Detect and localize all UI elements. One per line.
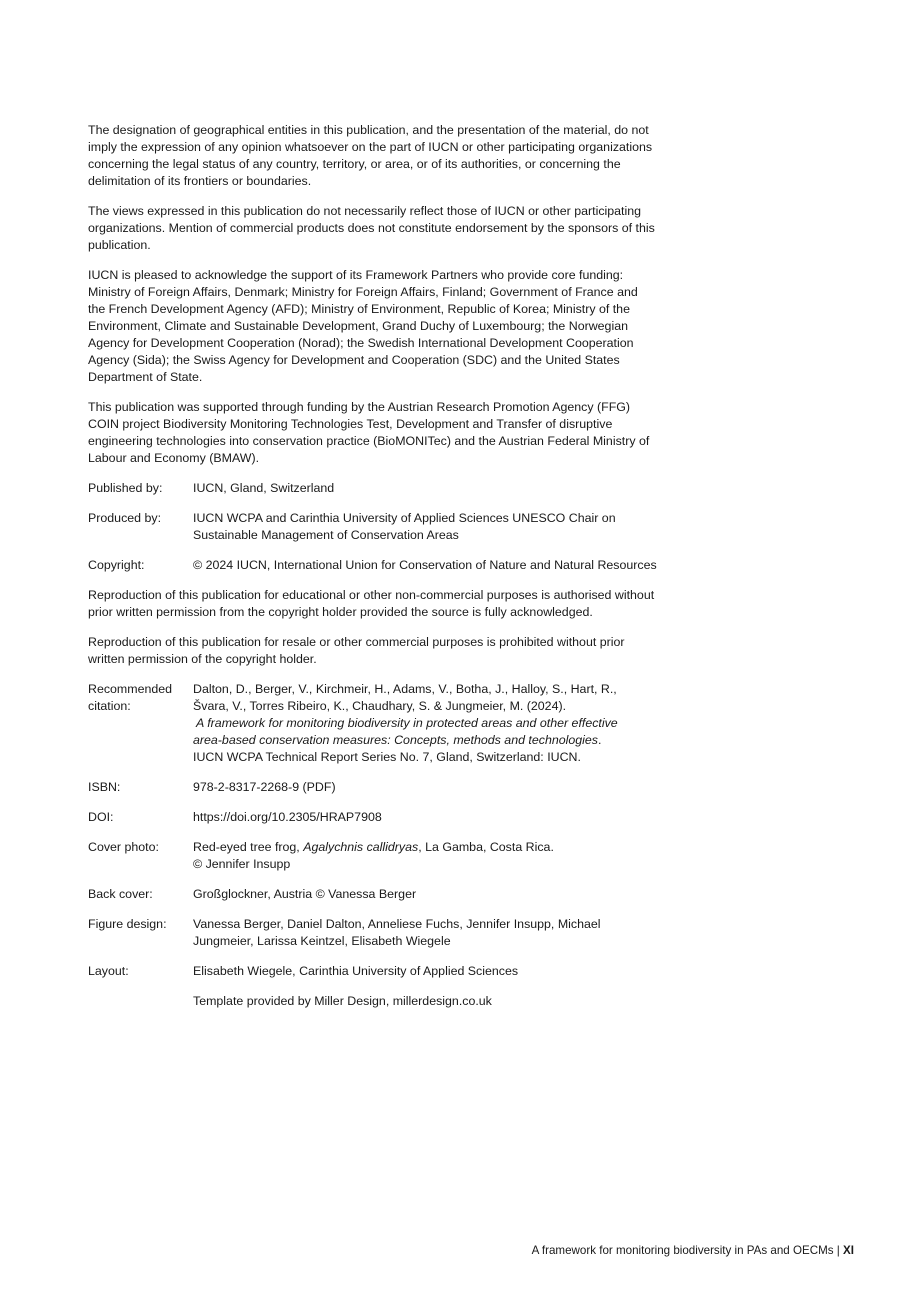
citation-value [193, 681, 658, 766]
layout-label: Layout: [88, 964, 129, 978]
citation-row [88, 681, 658, 766]
doi-link[interactable]: https://doi.org/10.2305/HRAP7908 [193, 810, 382, 824]
isbn-label: ISBN: [88, 780, 121, 794]
funding-paragraph: This publication was supported through funding by the Austrian Research Promotion Agency (FFG) COIN project Biodiversity Monitoring Technologies Test, Development and Transfer of disruptive engineering technologies into conservation practice (BioMONITec) and the Austrian Federal Ministry of Labour and Economy (BMAW). [88, 400, 650, 465]
template-label-spacer [88, 993, 193, 1010]
back-cover-row [88, 886, 658, 903]
cover-photo-caption [193, 839, 658, 856]
produced-by-row [88, 510, 658, 544]
citation-title-line1: A framework for monitoring biodiversity in protected areas and other effective [193, 716, 618, 730]
copyright-row [88, 557, 658, 574]
citation-label-line1: Recommended [88, 682, 173, 696]
acknowledgement-paragraph: IUCN is pleased to acknowledge the support of its Framework Partners who provide core funding: Ministry of Foreign Affairs, Denmark; Ministry for Foreign Affairs, Finland; Government of France and the French Development Agency (AFD); Ministry of Environment, Republic of Korea; Ministry of the Environment, Climate and Sustainable Development, Grand Duchy of Luxembourg; the Norwegian Agency for Development Cooperation (Norad); the Swedish International Development Cooperation Agency (Sida); the Swiss Agency for Development and Cooperation (SDC) and the United States Department of State. [88, 268, 638, 384]
figure-design-label: Figure design: [88, 917, 167, 931]
citation-series: IUCN WCPA Technical Report Series No. 7, Gland, Switzerland: IUCN. [193, 750, 581, 764]
figure-design-value: Vanessa Berger, Daniel Dalton, Anneliese Fuchs, Jennifer Insupp, Michael Jungmeier, Larissa Keintzel, Elisabeth Wiegele [193, 917, 601, 948]
cover-photo-row [88, 839, 658, 873]
cover-photo-credit: © Jennifer Insupp [193, 857, 291, 871]
footer-separator: | [833, 1244, 844, 1257]
citation-title-line2-text: area-based conservation measures: Concepts, methods and technologies [193, 733, 599, 747]
produced-by-value: IUCN WCPA and Carinthia University of Applied Sciences UNESCO Chair on Sustainable Management of Conservation Areas [193, 511, 616, 542]
citation-authors-line2: Švara, V., Torres Ribeiro, K., Chaudhary, S. & Jungmeier, M. (2024). [193, 699, 567, 713]
reproduction-noncommercial-paragraph: Reproduction of this publication for educational or other non-commercial purposes is authorised without prior written permission from the copyright holder provided the source is fully acknowledged. [88, 588, 655, 619]
designation-disclaimer: The designation of geographical entities in this publication, and the presentation of the material, do not imply the expression of any opinion whatsoever on the part of IUCN or other participating organizations concerning the legal status of any country, territory, or area, or of its authorities, or concerning the delimitation of its frontiers or boundaries. [88, 123, 653, 188]
copyright-value: © 2024 IUCN, International Union for Conservation of Nature and Natural Resources [193, 558, 657, 572]
doi-row [88, 809, 658, 826]
cover-photo-label: Cover photo: [88, 840, 159, 854]
imprint-content [88, 122, 658, 1023]
views-disclaimer: The views expressed in this publication do not necessarily reflect those of IUCN or other participating organizations. Mention of commercial products does not constitute endorsement by the sponsors of this publication. [88, 204, 655, 252]
figure-design-row [88, 916, 658, 950]
cover-photo-value [193, 839, 658, 873]
citation-label [88, 681, 193, 766]
citation-title-end: . [598, 733, 602, 747]
copyright-label: Copyright: [88, 558, 145, 572]
doi-label: DOI: [88, 810, 114, 824]
template-row [88, 993, 658, 1010]
reproduction-commercial-paragraph: Reproduction of this publication for resale or other commercial purposes is prohibited without prior written permission of the copyright holder. [88, 635, 625, 666]
published-by-row [88, 480, 658, 497]
template-credit: Template provided by Miller Design, millerdesign.co.uk [193, 994, 492, 1008]
cover-photo-prefix: Red-eyed tree frog, [193, 840, 304, 854]
isbn-row [88, 779, 658, 796]
page-footer [532, 1243, 854, 1258]
citation-label-line2: citation: [88, 699, 131, 713]
back-cover-value: Großglockner, Austria © Vanessa Berger [193, 887, 417, 901]
back-cover-label: Back cover: [88, 887, 153, 901]
citation-title-line2 [193, 732, 658, 749]
cover-photo-species: Agalychnis callidryas [303, 840, 419, 854]
citation-authors-line1: Dalton, D., Berger, V., Kirchmeir, H., Adams, V., Botha, J., Halloy, S., Hart, R., [193, 682, 617, 696]
produced-by-label: Produced by: [88, 511, 162, 525]
published-by-value: IUCN, Gland, Switzerland [193, 481, 335, 495]
isbn-value: 978-2-8317-2268-9 (PDF) [193, 780, 336, 794]
footer-title: A framework for monitoring biodiversity in PAs and OECMs [531, 1244, 834, 1257]
layout-value: Elisabeth Wiegele, Carinthia University of Applied Sciences [193, 964, 519, 978]
layout-row [88, 963, 658, 980]
published-by-label: Published by: [88, 481, 163, 495]
page-number: XI [843, 1244, 854, 1257]
cover-photo-suffix: , La Gamba, Costa Rica. [418, 840, 554, 854]
